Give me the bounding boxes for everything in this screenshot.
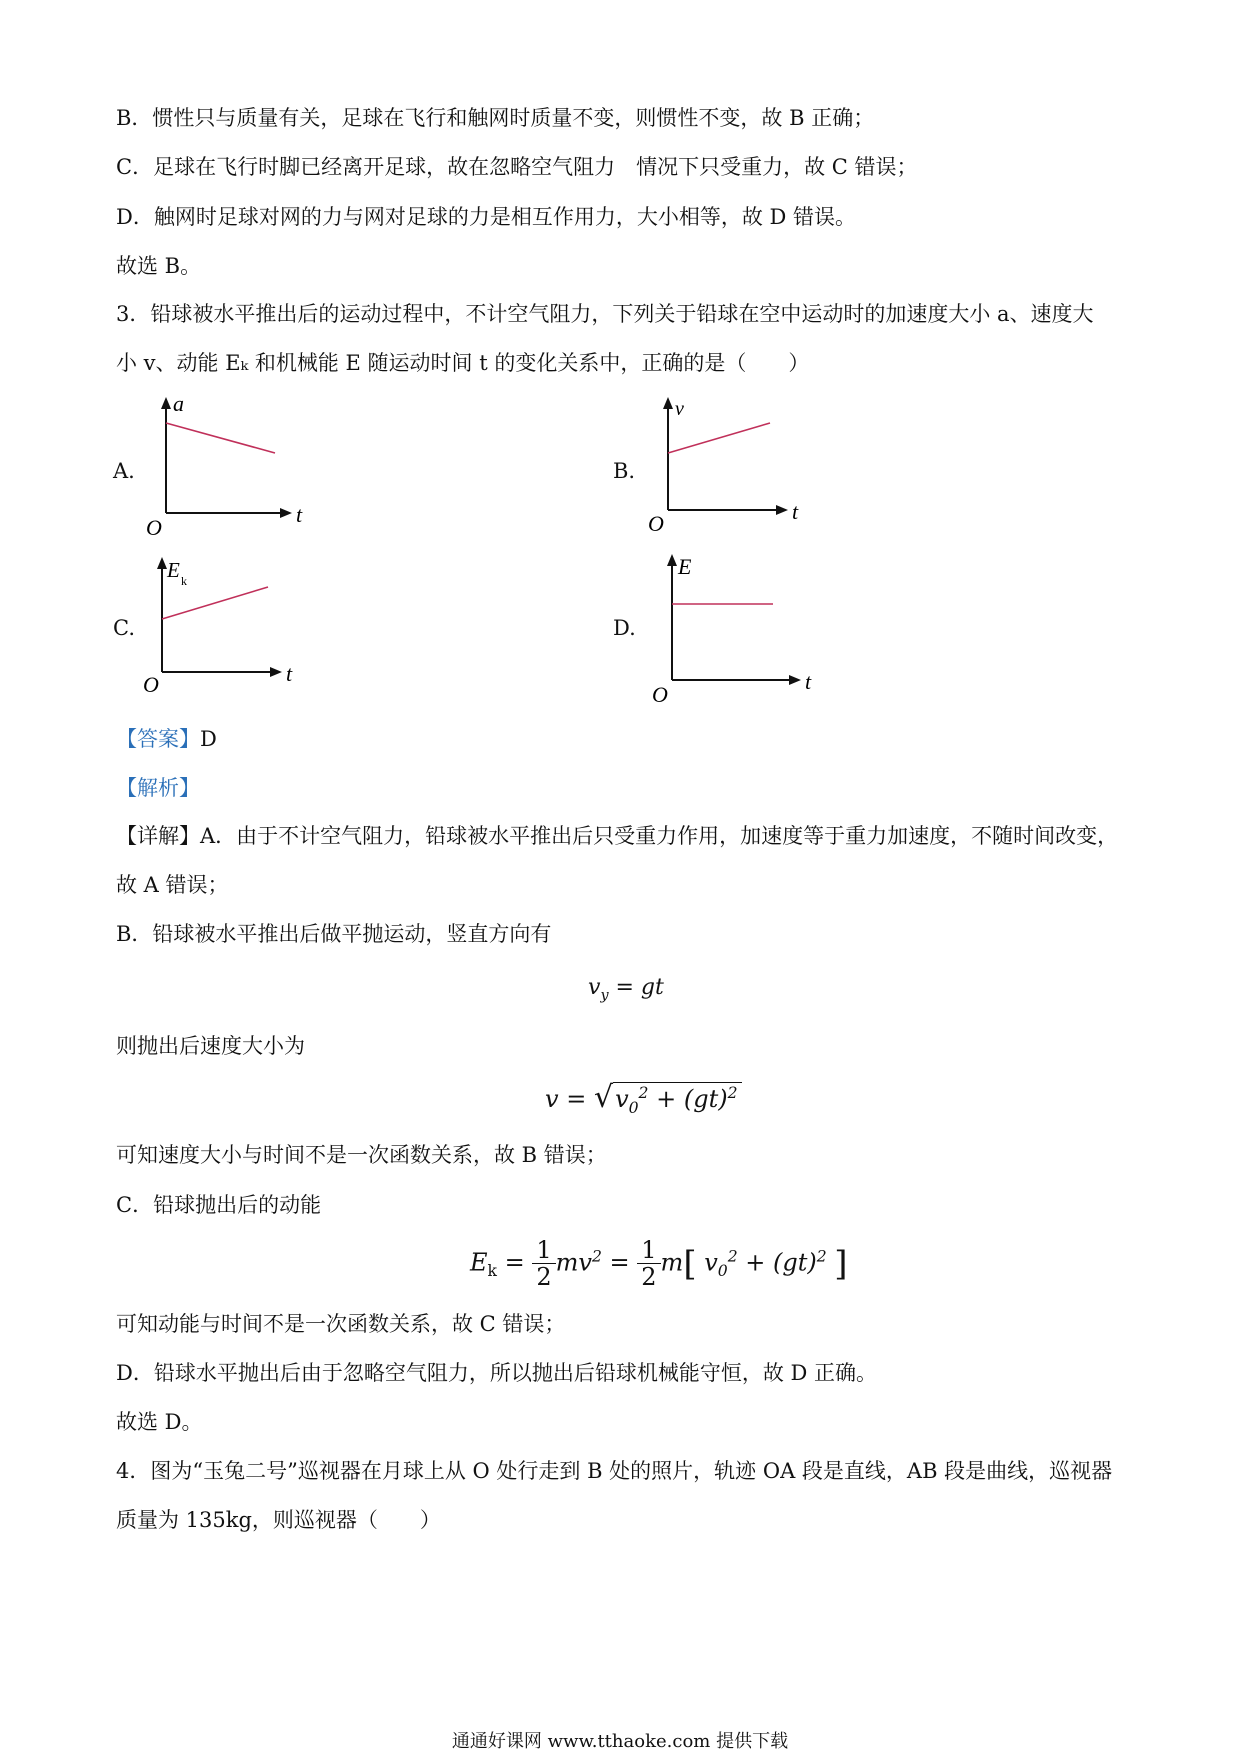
question-3-line-2: 小 v、动能 Eₖ 和机械能 E 随运动时间 t 的变化关系中，正确的是（ ） [116,351,810,375]
x-axis-label: t [286,661,293,686]
answer-tag: 【答案】 [116,727,200,751]
x-axis-label: t [296,502,303,527]
equation-vy: $v_y$ = gt [588,975,664,1004]
option-b-label: B. [613,459,636,483]
equation-ek: $E_k$ = $\frac{1}{2}$ $mv^2$ = $\frac{1}{2}$ m[ $v_0^2 + (gt)^2$ ] [470,1236,848,1292]
analysis-line [116,776,200,801]
equation-v: $v = √v_0^2 + (gt)^2$ [545,1080,742,1117]
graph-line [668,423,770,453]
option-a-graph [140,395,320,540]
origin-label: O [143,672,159,697]
detail-line: D．铅球水平抛出后由于忽略空气阻力，所以抛出后铅球机械能守恒，故 D 正确。 [116,1361,878,1385]
question-4-line-1: 4．图为“玉兔二号”巡视器在月球上从 O 处行走到 B 处的照片，轨迹 OA 段是直线，AB 段是曲线，巡视器 [116,1459,1113,1483]
detail-line: C．铅球抛出后的动能 [116,1193,322,1217]
graph-line [162,587,268,619]
answer-line [116,727,217,752]
text-line: B．惯性只与质量有关，足球在飞行和触网时质量不变，则惯性不变，故 B 正确； [116,106,875,130]
detail-line: 故选 D。 [116,1410,203,1434]
x-axis-label: t [792,499,799,524]
origin-label: O [652,682,668,707]
option-b-graph [642,395,822,540]
option-d-graph [645,552,825,707]
y-axis-label: a [173,395,184,416]
question-3-line-1: 3．铅球被水平推出后的运动过程中，不计空气阻力，下列关于铅球在空中运动时的加速度大小 a、速度大 [116,302,1094,326]
detail-line: 则抛出后速度大小为 [116,1034,305,1058]
graph-line [166,423,275,453]
text-line: 故选 B。 [116,254,202,278]
detail-line: B．铅球被水平推出后做平抛运动，竖直方向有 [116,922,552,946]
origin-label: O [648,511,664,536]
option-c-graph [140,555,320,700]
origin-label: O [146,515,162,540]
analysis-tag: 【解析】 [116,776,200,800]
y-axis-subscript: k [181,574,187,588]
detail-line: 故 A 错误； [116,873,229,897]
y-axis-label: E [678,554,692,579]
detail-line: 【详解】A．由于不计空气阻力，铅球被水平推出后只受重力作用，加速度等于重力加速度，不随时间改变， [116,824,1119,848]
answer-value: D [200,727,217,751]
option-a-label: A. [113,459,135,483]
question-4-line-2: 质量为 135kg，则巡视器（ ） [116,1508,441,1532]
option-c-label: C. [113,616,135,640]
detail-line: 可知动能与时间不是一次函数关系，故 C 错误； [116,1312,566,1336]
page-footer: 通通好课网 www.tthaoke.com 提供下载 [451,1731,789,1752]
text-line: C．足球在飞行时脚已经离开足球，故在忽略空气阻力 情况下只受重力，故 C 错误； [116,155,918,179]
detail-line: 可知速度大小与时间不是一次函数关系，故 B 错误； [116,1143,607,1167]
x-axis-label: t [805,669,812,694]
y-axis-label: v [675,398,684,420]
y-axis-label: E [167,558,180,582]
option-d-label: D. [613,616,636,640]
text-line: D．触网时足球对网的力与网对足球的力是相互作用力，大小相等，故 D 错误。 [116,205,857,229]
